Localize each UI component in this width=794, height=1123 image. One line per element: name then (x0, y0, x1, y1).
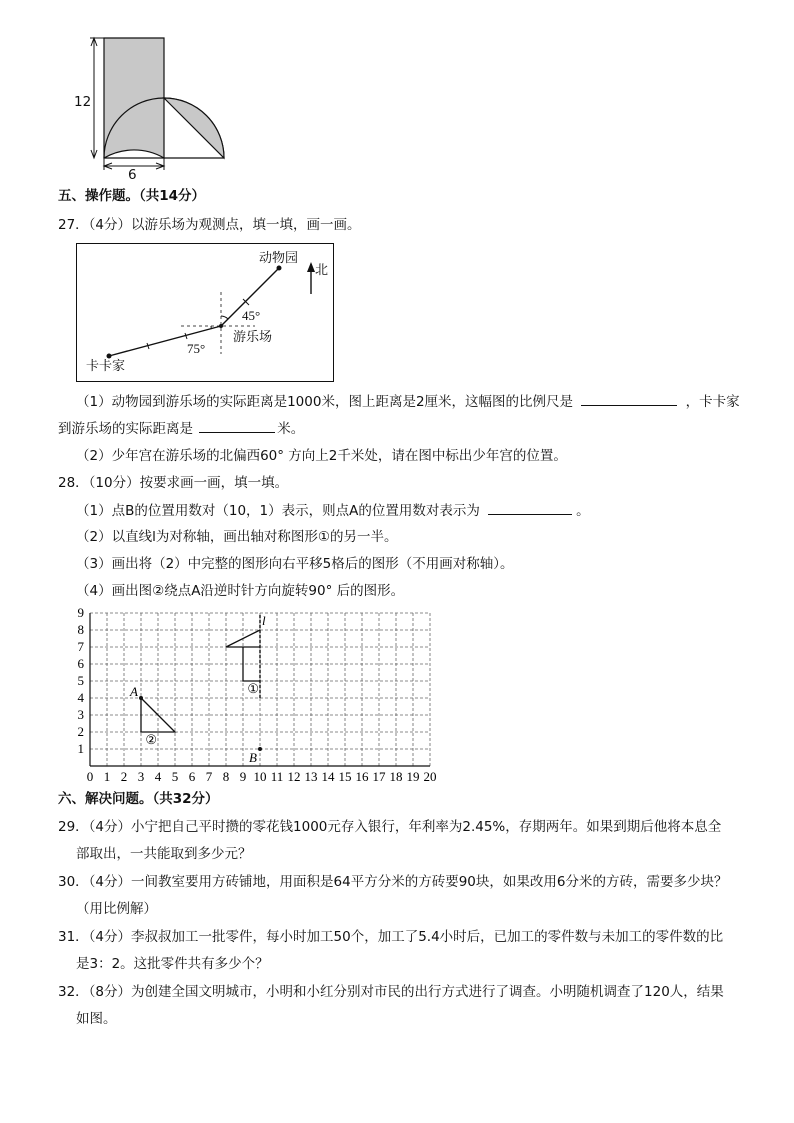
q30-line1: 30．（4分）一间教室要用方砖铺地，用面积是64平方分米的方砖要90块，如果改用6分米的方砖，需要多少块？ (58, 874, 728, 890)
kaka-home-label: 卡卡家 (86, 359, 126, 374)
y-tick-label: 7 (77, 639, 84, 654)
q29-line1: 29．（4分）小宁把自己平时攒的零花钱1000元存入银行，年利率为2.45%，存期两年。如果到期后他将本息全 (58, 819, 722, 835)
x-tick-label: 1 (103, 769, 111, 784)
x-tick-label: 9 (239, 769, 247, 784)
q30-line2: （用比例解） (76, 901, 157, 917)
direction-map (76, 243, 334, 382)
y-tick-label: 5 (77, 673, 84, 688)
section-6-title: 六、解决问题。（共32分） (58, 791, 219, 807)
x-tick-label: 11 (270, 769, 284, 784)
q28-coordinate-blank[interactable] (488, 500, 572, 515)
angle-45-label: 45° (242, 308, 261, 323)
q28-stem: 28．（10分）按要求画一画，填一填。 (58, 475, 289, 491)
x-tick-label: 14 (321, 769, 335, 784)
x-tick-label: 10 (253, 769, 267, 784)
point-b (258, 747, 262, 751)
center-point (219, 324, 223, 328)
point-a-label: A (130, 684, 138, 699)
q27-part1-line1: （1）动物园到游乐场的实际距离是1000米，图上距离是2厘米，这幅图的比例尺是 ，卡卡家 (76, 391, 740, 412)
x-tick-label: 5 (171, 769, 179, 784)
line-l-label: l (262, 613, 266, 628)
q27-scale-blank[interactable] (581, 391, 677, 406)
north-label: 北 (315, 263, 329, 278)
shaded-region-left (104, 38, 164, 158)
q28-part2: （2）以直线l为对称轴，画出轴对称图形①的另一半。 (76, 529, 398, 545)
q28-part3: （3）画出将（2）中完整的图形向右平移5格后的图形（不用画对称轴）。 (76, 556, 514, 572)
y-tick-label: 4 (77, 690, 84, 705)
y-tick-label: 2 (77, 724, 84, 739)
x-tick-label: 6 (188, 769, 196, 784)
width-label: 6 (128, 167, 137, 183)
q31-line2: 是3：2。这批零件共有多少个？ (76, 956, 269, 972)
x-tick-label: 17 (372, 769, 386, 784)
x-tick-label: 12 (287, 769, 301, 784)
x-tick-label: 8 (222, 769, 230, 784)
x-tick-label: 19 (406, 769, 420, 784)
x-tick-label: 15 (338, 769, 352, 784)
shape-2-label: ② (145, 731, 158, 747)
x-tick-label: 13 (304, 769, 318, 784)
q27-distance-blank[interactable] (199, 418, 275, 433)
section-5-title: 五、操作题。（共14分） (58, 188, 206, 204)
q29-line2: 部取出，一共能取到多少元？ (76, 846, 252, 862)
x-tick-label: 20 (423, 769, 437, 784)
y-tick-label: 3 (77, 707, 84, 722)
x-tick-label: 0 (86, 769, 94, 784)
coordinate-grid (56, 606, 456, 784)
x-tick-label: 3 (137, 769, 145, 784)
y-tick-label: 6 (77, 656, 84, 671)
x-tick-label: 18 (389, 769, 403, 784)
height-label: 12 (74, 94, 92, 110)
amusement-park-label: 游乐场 (233, 330, 273, 345)
point-a (139, 696, 143, 700)
q27-part2: （2）少年宫在游乐场的北偏西60° 方向上2千米处，请在图中标出少年宫的位置。 (76, 448, 567, 464)
q28-part4: （4）画出图②绕点A沿逆时针方向旋转90° 后的图形。 (76, 583, 405, 599)
q32-line2: 如图。 (76, 1011, 117, 1027)
shape-1-label: ① (247, 680, 260, 696)
q31-line1: 31．（4分）李叔叔加工一批零件，每小时加工50个，加工了5.4小时后，已加工的零件数与未加工的零件数的比 (58, 929, 724, 945)
q28-part1: （1）点B的位置用数对（10，1）表示，则点A的位置用数对表示为 。 (76, 500, 590, 521)
q27-part1-line2: 到游乐场的实际距离是 米。 (58, 418, 304, 439)
x-tick-label: 16 (355, 769, 369, 784)
zoo-label: 动物园 (259, 251, 299, 266)
q27-stem: 27．（4分）以游乐场为观测点，填一填，画一画。 (58, 217, 361, 233)
shaded-region-right (164, 98, 224, 158)
point-b-label: B (249, 750, 257, 765)
q32-line1: 32．（8分）为创建全国文明城市，小明和小红分别对市民的出行方式进行了调查。小明随机调查了120人，结果 (58, 984, 724, 1000)
y-tick-label: 8 (77, 622, 84, 637)
x-tick-label: 2 (120, 769, 128, 784)
y-tick-label: 1 (77, 741, 84, 756)
angle-75-label: 75° (187, 341, 206, 356)
x-tick-label: 7 (205, 769, 213, 784)
x-tick-label: 4 (154, 769, 162, 784)
y-tick-label: 9 (77, 606, 84, 620)
